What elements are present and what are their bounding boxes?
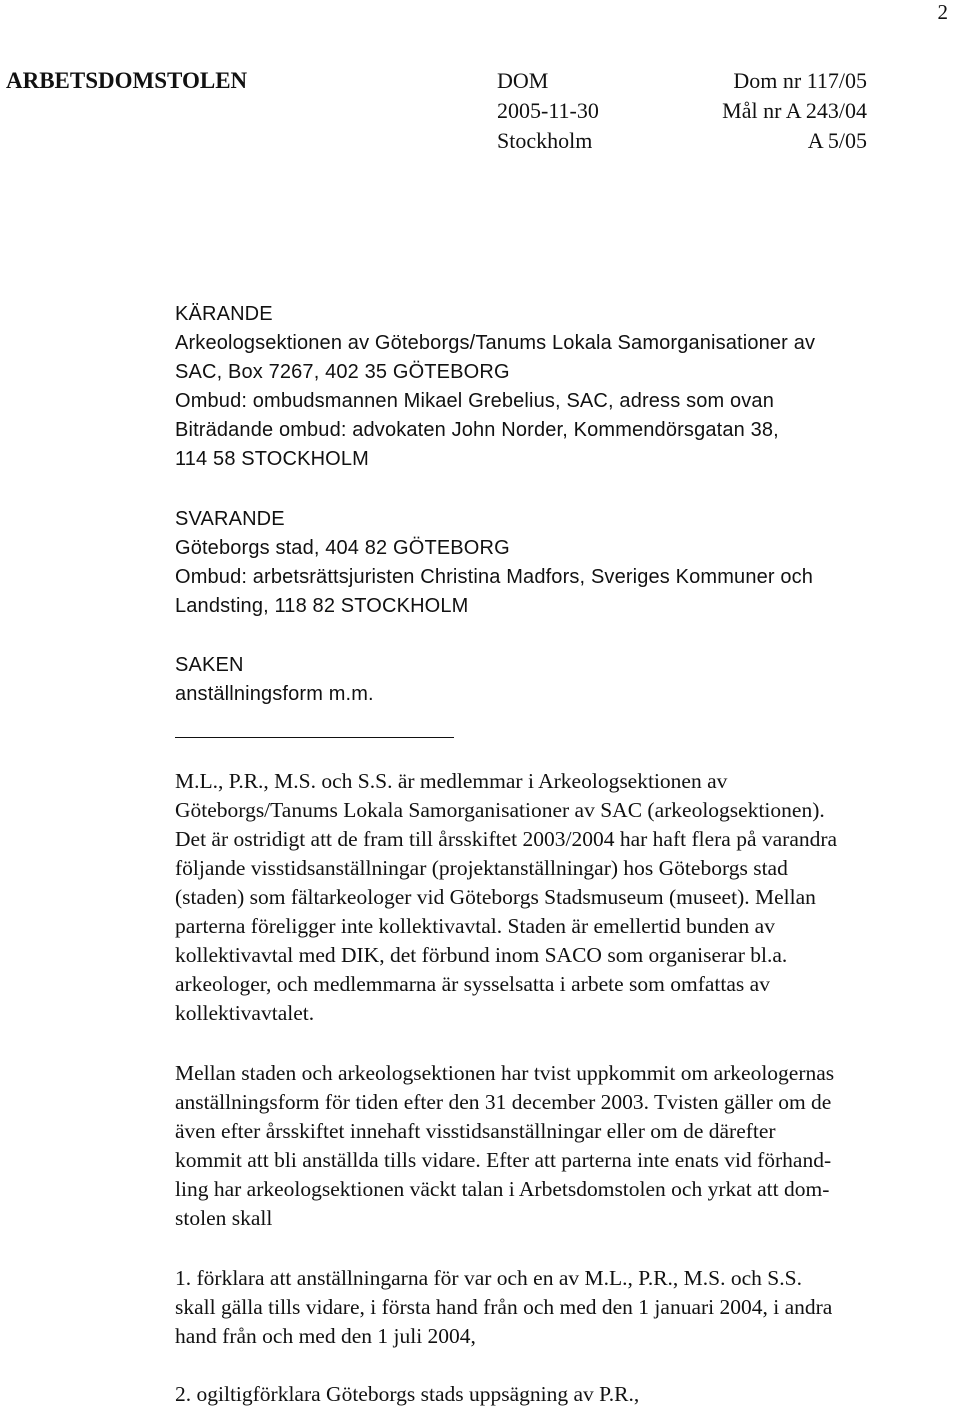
body-line: kollektivavtalet. [175, 1001, 315, 1025]
claim-item-1 [175, 1264, 955, 1351]
defendant-line: Ombud: arbetsrättsjuristen Christina Madfors, Sveriges Kommuner och [175, 566, 814, 588]
body-line: kollektivavtal med DIK, det förbund inom SACO som organiserar bl.a. [175, 943, 788, 967]
section-divider [175, 737, 454, 738]
plaintiff-line: SAC, Box 7267, 402 35 GÖTEBORG [175, 361, 510, 383]
case-number: Mål nr A 243/04 [722, 98, 867, 123]
subject-line: anställningsform m.m. [175, 683, 374, 705]
body-line: M.L., P.R., M.S. och S.S. är medlemmar i Arkeologsektionen av [175, 769, 728, 793]
court-name: ARBETSDOMSTOLEN [6, 68, 248, 93]
plaintiff-section [175, 300, 815, 474]
paragraph-background [175, 767, 955, 1028]
body-line: även efter årsskiftet innehaft visstidsanställningar eller om de därefter [175, 1119, 776, 1143]
plaintiff-line: Biträdande ombud: advokaten John Norder, Kommendörsgatan 38, [175, 419, 779, 441]
body-line: Göteborgs/Tanums Lokala Samorganisationer av SAC (arkeologsektionen). [175, 798, 825, 822]
header-right-block [722, 66, 867, 156]
claim-line: skall gälla tills vidare, i första hand från och med den 1 januari 2004, i andra [175, 1295, 833, 1319]
claim-line: hand från och med den 1 juli 2004, [175, 1324, 476, 1348]
defendant-line: Landsting, 118 82 STOCKHOLM [175, 595, 469, 617]
judgment-date: 2005-11-30 [497, 98, 599, 123]
body-line: stolen skall [175, 1206, 273, 1230]
body-line: parterna föreligger inte kollektivavtal. Staden är emellertid bunden av [175, 914, 775, 938]
defendant-line: Göteborgs stad, 404 82 GÖTEBORG [175, 537, 510, 559]
claim-item-2 [175, 1380, 955, 1409]
body-line: anställningsform för tiden efter den 31 december 2003. Tvisten gäller om de [175, 1090, 832, 1114]
paragraph-dispute [175, 1059, 955, 1233]
defendant-section [175, 505, 813, 621]
document-type: DOM [497, 68, 549, 93]
body-line: arkeologer, och medlemmarna är sysselsatta i arbete som omfattas av [175, 972, 770, 996]
subject-heading: SAKEN [175, 654, 244, 676]
case-reference: A 5/05 [807, 128, 867, 153]
body-line: kommit att bli anställda tills vidare. Efter att parterna inte enats vid förhand- [175, 1148, 832, 1172]
defendant-heading: SVARANDE [175, 508, 285, 530]
plaintiff-line: 114 58 STOCKHOLM [175, 448, 369, 470]
plaintiff-line: Arkeologsektionen av Göteborgs/Tanums Lokala Samorganisationer av [175, 332, 816, 354]
body-line: (staden) som fältarkeologer vid Göteborgs Stadsmuseum (museet). Mellan [175, 885, 816, 909]
claim-line: 1. förklara att anställningarna för var och en av M.L., P.R., M.S. och S.S. [175, 1266, 802, 1290]
plaintiff-heading: KÄRANDE [175, 303, 273, 325]
plaintiff-line: Ombud: ombudsmannen Mikael Grebelius, SAC, adress som ovan [175, 390, 774, 412]
body-line: följande visstidsanställningar (projektanställningar) hos Göteborgs stad [175, 856, 788, 880]
body-line: Mellan staden och arkeologsektionen har tvist uppkommit om arkeologernas [175, 1061, 835, 1085]
subject-section [175, 651, 374, 709]
header-left-block [497, 66, 599, 156]
page-number: 2 [937, 0, 948, 24]
judgment-place: Stockholm [497, 128, 593, 153]
body-line: ling har arkeologsektionen väckt talan i Arbetsdomstolen och yrkat att dom- [175, 1177, 830, 1201]
body-line: Det är ostridigt att de fram till årsskiftet 2003/2004 har haft flera på varandra [175, 827, 838, 851]
judgment-number: Dom nr 117/05 [733, 68, 867, 93]
claim-line: 2. ogiltigförklara Göteborgs stads uppsägning av P.R., [175, 1382, 640, 1406]
